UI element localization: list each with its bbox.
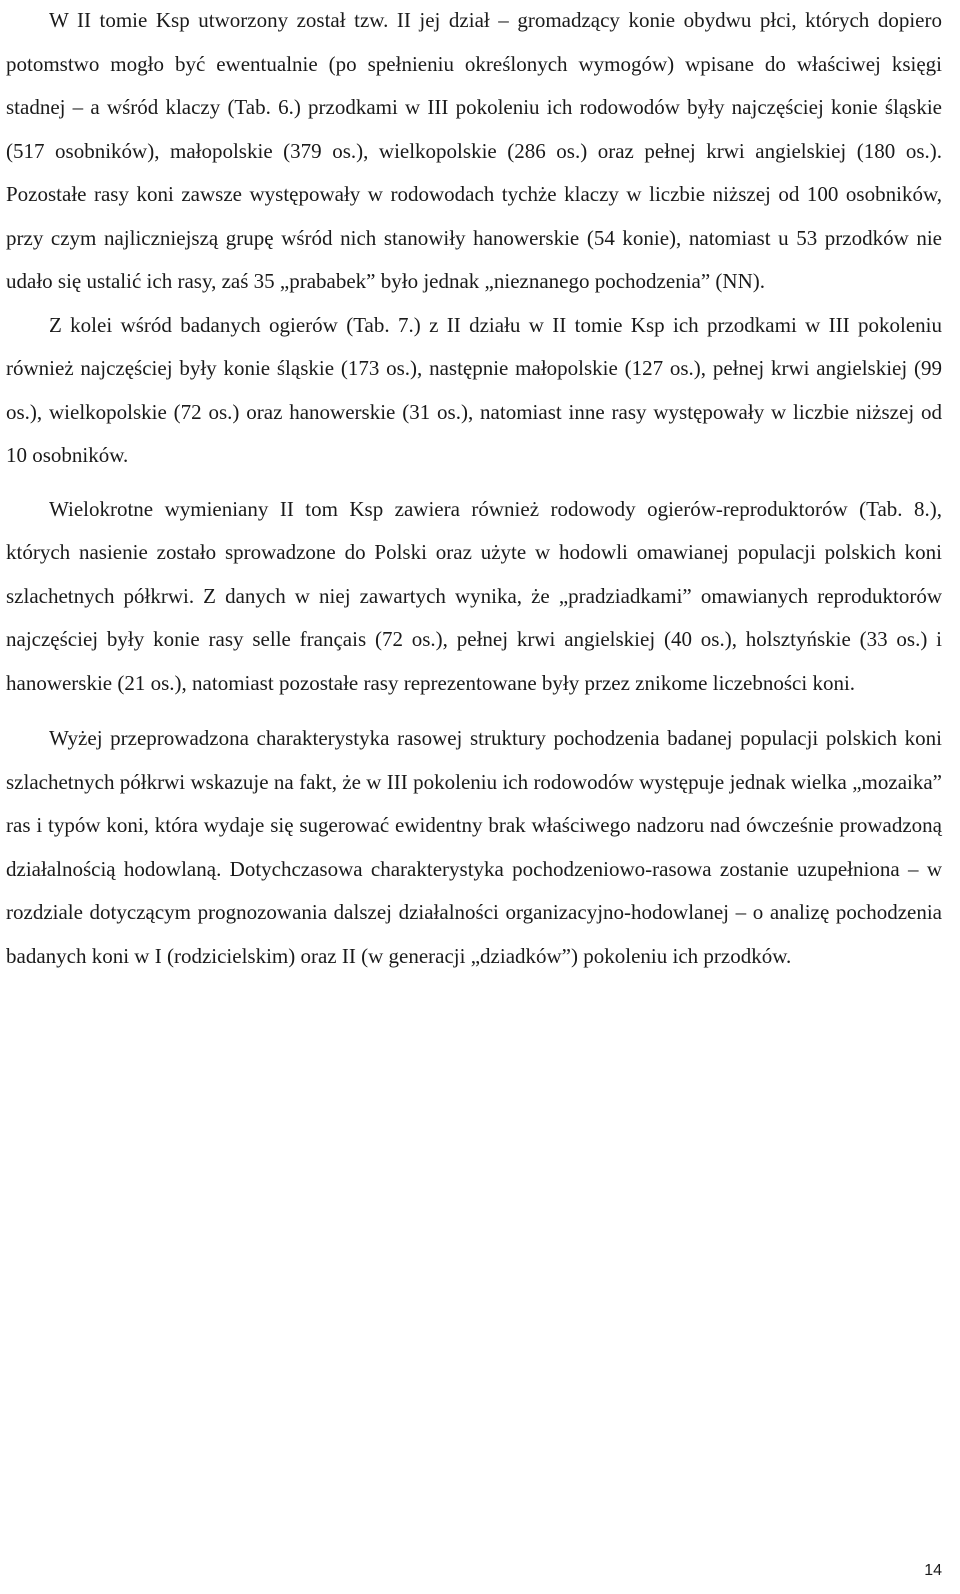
paragraph-2: Z kolei wśród badanych ogierów (Tab. 7.) z II działu w II tomie Ksp ich przodkami w III pokoleniu również najczęściej były konie śląskie (173 os.), następnie małopolskie (127 os.), pełnej krwi angielskiej (99 os.), wielkopolskie (72 os.) oraz hanowerskie (31 os.), natomiast inne rasy występowały w liczbie niższej od 10 osobników. xyxy=(6,312,942,467)
paragraph-3: Wielokrotne wymieniany II tom Ksp zawiera również rodowody ogierów-reproduktorów (Tab. 8.), których nasienie zostało sprowadzone do Polski oraz użyte w hodowli omawianej populacji polskich koni szlachetnych półkrwi. Z danych w niej zawartych wynika, że „pradziadkami” omawianych reproduktorów najczęściej były konie rasy selle français (72 os.), pełnej krwi angielskiej (40 os.), holsztyńskie (33 os.) i hanowerskie (21 os.), natomiast pozostałe rasy reprezentowane były przez znikome liczebności koni. xyxy=(6,496,942,695)
paragraph-4: Wyżej przeprowadzona charakterystyka rasowej struktury pochodzenia badanej populacji polskich koni szlachetnych półkrwi wskazuje na fakt, że w III pokoleniu ich rodowodów występuje jednak wielka „mozaika” ras i typów koni, która wydaje się sugerować ewidentny brak właściwego nadzoru nad ówcześnie prowadzoną działalnością hodowlaną. Dotychczasowa charakterystyka pochodzeniowo-rasowa zostanie uzupełniona – w rozdziale dotyczącym prognozowania dalszej działalności organizacyjno-hodowlanej – o analizę pochodzenia badanych koni w I (rodzicielskim) oraz II (w generacji „dziadków”) pokoleniu ich przodków. xyxy=(6,726,942,968)
document-page xyxy=(6,0,942,978)
paragraph-1: W II tomie Ksp utworzony został tzw. II jej dział – gromadzący konie obydwu płci, których dopiero potomstwo mogło być ewentualnie (po spełnieniu określonych wymogów) wpisane do właściwej księgi stadnej – a wśród klaczy (Tab. 6.) przodkami w III pokoleniu ich rodowodów były najczęściej konie śląskie (517 osobników), małopolskie (379 os.), wielkopolskie (286 os.) oraz pełnej krwi angielskiej (180 os.). Pozostałe rasy koni zawsze występowały w rodowodach tychże klaczy w liczbie niższej od 100 osobników, przy czym najliczniejszą grupę wśród nich stanowiły hanowerskie (54 konie), natomiast u 53 przodków nie udało się ustalić ich rasy, zaś 35 „prababek” było jednak „nieznanego pochodzenia” (NN). xyxy=(6,8,942,293)
page-number: 14 xyxy=(924,1562,942,1579)
